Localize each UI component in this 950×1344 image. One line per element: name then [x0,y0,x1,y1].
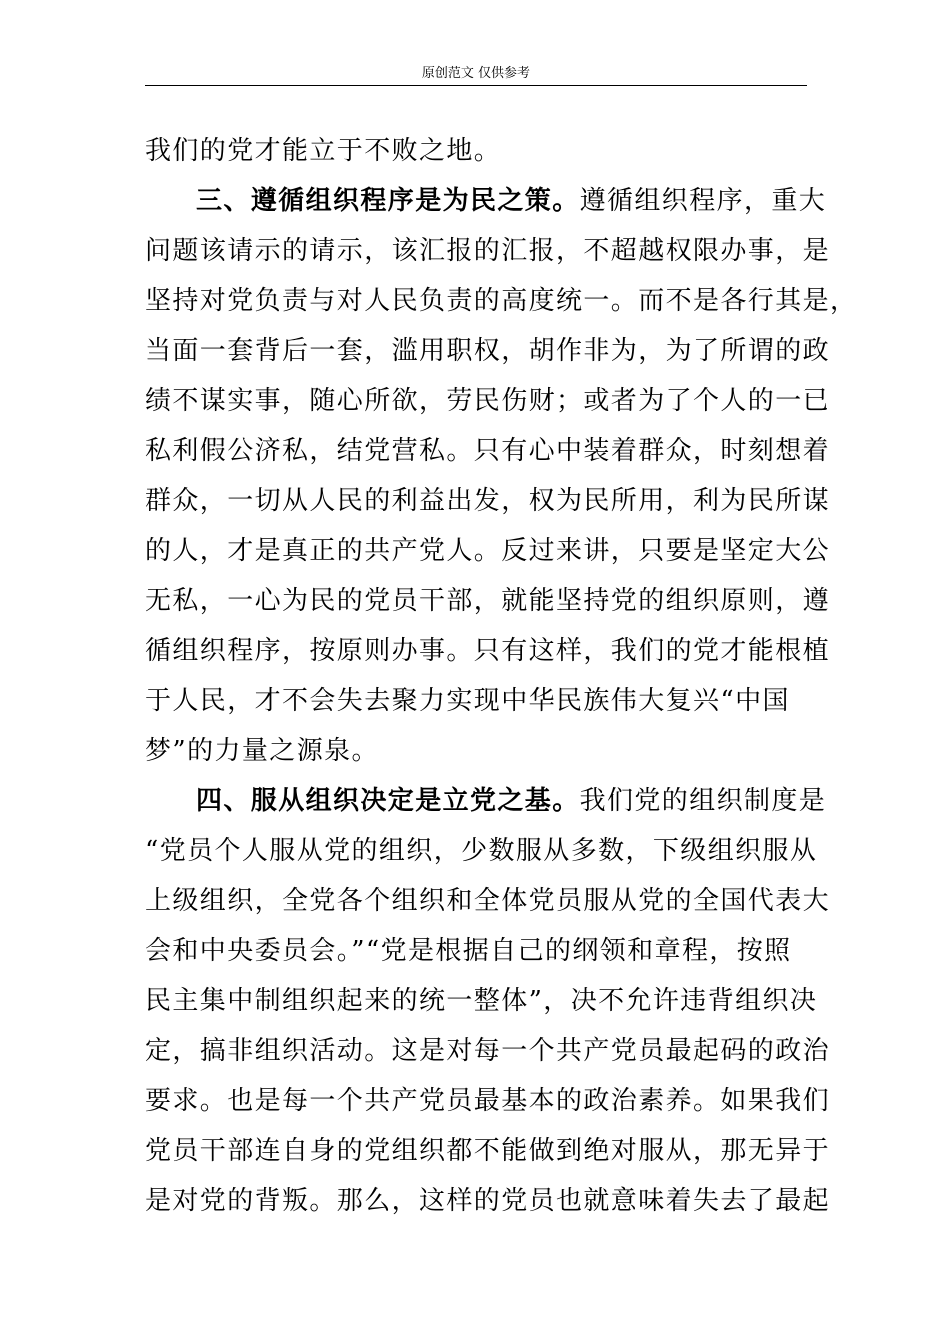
text-line: 群众，一切从人民的利益出发，权为民所用，利为民所谋 [145,486,831,516]
text-line: 上级组织，全党各个组织和全体党员服从党的全国代表大 [145,886,831,916]
text-line: 绩不谋实事，随心所欲，劳民伤财；或者为了个人的一已 [145,386,831,416]
text-line: 无私，一心为民的党员干部，就能坚持党的组织原则，遵 [145,586,831,616]
section-heading: 三、遵循组织程序是为民之策。 [196,186,580,216]
text-line: 问题该请示的请示，该汇报的汇报，不超越权限办事，是 [145,236,831,266]
text-line: 的人，才是真正的共产党人。反过来讲，只要是坚定大公 [145,536,831,566]
text-line: 坚持对党负责与对人民负责的高度统一。而不是各行其是， [145,286,858,316]
text-line: 要求。也是每一个共产党员最基本的政治素养。如果我们 [145,1086,831,1116]
text-line: 定，搞非组织活动。这是对每一个共产党员最起码的政治 [145,1036,831,1066]
text-line: 四、服从组织决定是立党之基。我们党的组织制度是 [196,786,827,816]
text-line: 当面一套背后一套，滥用职权，胡作非为，为了所谓的政 [145,336,831,366]
text-line: 民主集中制组织起来的统一整体”，决不允许违背组织决 [145,986,818,1016]
page-header: 原创范文 仅供参考 [421,66,531,81]
text-line: 党员干部连自身的党组织都不能做到绝对服从，那无异于 [145,1136,831,1166]
text-line: 于人民，才不会失去聚力实现中华民族伟大复兴“中国 [145,686,790,716]
text-line: 三、遵循组织程序是为民之策。遵循组织程序，重大 [196,186,827,216]
text-line: 私利假公济私，结党营私。只有心中装着群众，时刻想着 [145,436,831,466]
text-line: 是对党的背叛。那么，这样的党员也就意味着失去了最起 [145,1186,831,1216]
text-line: “党员个人服从党的组织，少数服从多数，下级组织服从 [145,836,818,866]
header-divider [145,85,807,86]
text-line: 会和中央委员会。”“党是根据自己的纲领和章程，按照 [145,936,792,966]
text-line: 循组织程序，按原则办事。只有这样，我们的党才能根植 [145,636,831,666]
section-heading: 四、服从组织决定是立党之基。 [196,786,580,816]
text-line: 我们的党才能立于不败之地。 [145,136,502,166]
text-line: 梦”的力量之源泉。 [145,736,379,766]
